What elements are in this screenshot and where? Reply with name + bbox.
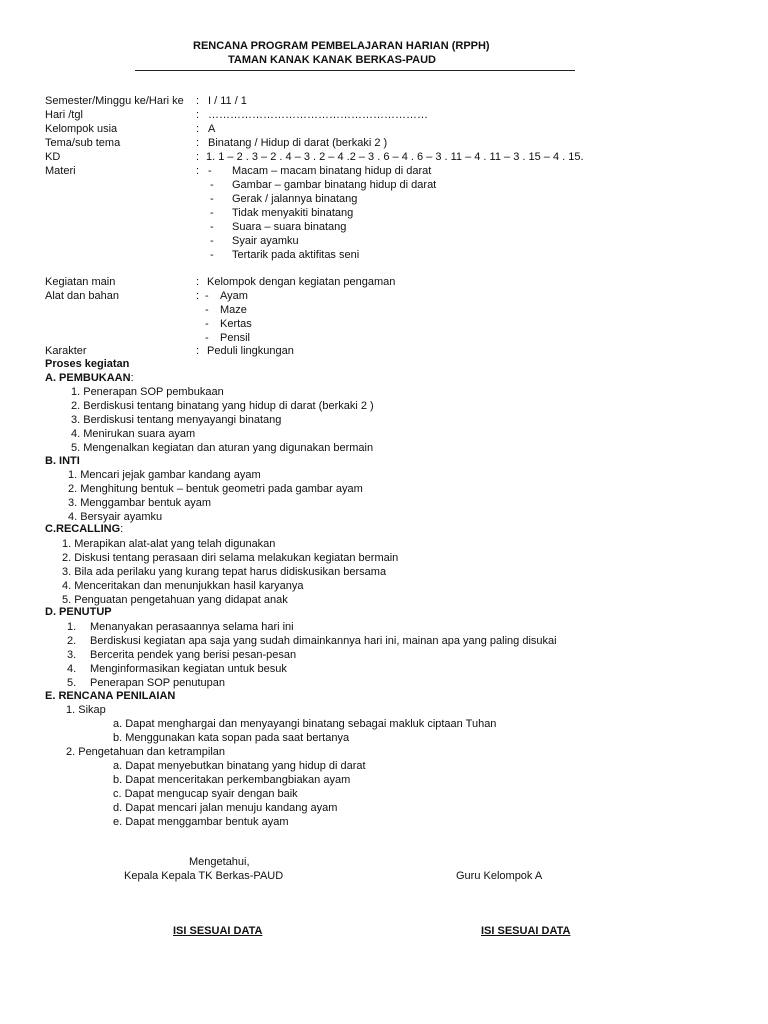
list-item: a. Dapat menyebutkan binatang yang hidup di darat [113, 760, 366, 772]
list-item: c. Dapat mengucap syair dengan baik [113, 788, 298, 800]
section-title-penilaian: E. RENCANA PENILAIAN [45, 690, 176, 702]
list-item: 2. Menghitung bentuk – bentuk geometri pada gambar ayam [68, 483, 363, 495]
list-item: 1. Penerapan SOP pembukaan [71, 386, 224, 398]
signature-kepala: Kepala Kepala TK Berkas-PAUD [124, 870, 284, 882]
info-colon: : [196, 137, 200, 149]
karakter-label: Karakter [45, 345, 87, 357]
info-colon: : [196, 95, 200, 107]
list-item: Gerak / jalannya binatang [232, 193, 358, 205]
list-item: 1. Merapikan alat-alat yang telah digunakan [62, 538, 276, 550]
list-number: 3. [67, 649, 77, 661]
info-value-kelompok: A [208, 123, 216, 135]
doc-subtitle: TAMAN KANAK KANAK BERKAS-PAUD [228, 54, 436, 66]
list-item: 4. Menceritakan dan menunjukkan hasil karyanya [62, 580, 304, 592]
list-number: 2. [67, 635, 77, 647]
list-item: Tertarik pada aktifitas seni [232, 249, 360, 261]
info-colon: : [196, 151, 200, 163]
list-number: 1. [67, 621, 77, 633]
list-item: Tidak menyakiti binatang [232, 207, 354, 219]
list-item: Bercerita pendek yang berisi pesan-pesan [90, 649, 297, 661]
list-item: 3. Menggambar bentuk ayam [68, 497, 212, 509]
materi-dash: - [210, 249, 214, 261]
list-item: Suara – suara binatang [232, 221, 347, 233]
info-colon: : [196, 276, 200, 288]
list-item: Maze [220, 304, 247, 316]
list-item: 2. Berdiskusi tentang binatang yang hidup di darat (berkaki 2 ) [71, 400, 374, 412]
doc-title: RENCANA PROGRAM PEMBELAJARAN HARIAN (RPPH) [193, 40, 490, 52]
list-item: 3. Bila ada perilaku yang kurang tepat harus didiskusikan bersama [62, 566, 387, 578]
list-item: 4. Menirukan suara ayam [71, 428, 196, 440]
alat-dash: - [205, 318, 209, 330]
materi-dash: - [210, 193, 214, 205]
alat-dash: - [205, 332, 209, 344]
signature-right-name: ISI SESUAI DATA [481, 925, 571, 937]
section-title-recalling: C.RECALLING: [45, 523, 124, 535]
proses-heading: Proses kegiatan [45, 358, 130, 370]
section-title-penutup: D. PENUTUP [45, 606, 112, 618]
alat-dash: - [205, 290, 209, 302]
kegiatan-main-value: Kelompok dengan kegiatan pengaman [207, 276, 396, 288]
info-label-kelompok: Kelompok usia [45, 123, 118, 135]
info-colon: : [196, 290, 200, 302]
materi-dash: - [210, 235, 214, 247]
list-item: b. Dapat menceritakan perkembangbiakan ayam [113, 774, 351, 786]
section-title-pembukaan: A. PEMBUKAAN: [45, 372, 134, 384]
info-colon: : [196, 109, 200, 121]
list-item: Kertas [220, 318, 252, 330]
list-item: e. Dapat menggambar bentuk ayam [113, 816, 289, 828]
materi-dash: - [208, 165, 212, 177]
info-colon: : [196, 345, 200, 357]
list-item: Syair ayamku [232, 235, 299, 247]
signature-left-name: ISI SESUAI DATA [173, 925, 263, 937]
info-value-kd: 1. 1 – 2 . 3 – 2 . 4 – 3 . 2 – 4 .2 – 3 . 6 – 4 . 6 – 3 . 11 – 4 . 11 – 3 . 15 – 4 . 15. [206, 151, 584, 163]
header-divider [135, 70, 575, 71]
kegiatan-main-label: Kegiatan main [45, 276, 116, 288]
info-label-materi: Materi [45, 165, 76, 177]
section-title-inti: B. INTI [45, 455, 80, 467]
list-item: a. Dapat menghargai dan menyayangi binatang sebagai makluk ciptaan Tuhan [113, 718, 497, 730]
penilaian-pengetahuan: 2. Pengetahuan dan ketrampilan [66, 746, 226, 758]
signature-guru: Guru Kelompok A [456, 870, 543, 882]
list-item: 5. Mengenalkan kegiatan dan aturan yang digunakan bermain [71, 442, 374, 454]
list-item: 1. Mencari jejak gambar kandang ayam [68, 469, 261, 481]
karakter-value: Peduli lingkungan [207, 345, 294, 357]
info-label-semester: Semester/Minggu ke/Hari ke [45, 95, 184, 107]
list-item: Ayam [220, 290, 248, 302]
list-item: 4. Bersyair ayamku [68, 511, 163, 523]
info-value-tema: Binatang / Hidup di darat (berkaki 2 ) [208, 137, 388, 149]
list-item: Berdiskusi kegiatan apa saja yang sudah dimainkannya hari ini, mainan apa yang paling disukai [90, 635, 557, 647]
info-colon: : [196, 165, 200, 177]
list-item: Penerapan SOP penutupan [90, 677, 225, 689]
info-value-semester: I / 11 / 1 [208, 95, 247, 107]
list-item: 3. Berdiskusi tentang menyayangi binatang [71, 414, 282, 426]
list-item: 2. Diskusi tentang perasaan diri selama melakukan kegiatan bermain [62, 552, 399, 564]
list-item: Menginformasikan kegiatan untuk besuk [90, 663, 287, 675]
info-label-tema: Tema/sub tema [45, 137, 121, 149]
info-colon: : [196, 123, 200, 135]
materi-dash: - [210, 221, 214, 233]
alat-dash: - [205, 304, 209, 316]
list-item: Gambar – gambar binatang hidup di darat [232, 179, 437, 191]
info-label-kd: KD [45, 151, 61, 163]
signature-mengetahui: Mengetahui, [189, 856, 250, 868]
list-item: Macam – macam binatang hidup di darat [232, 165, 432, 177]
penilaian-sikap: 1. Sikap [66, 704, 106, 716]
info-label-hari: Hari /tgl [45, 109, 83, 121]
materi-dash: - [210, 207, 214, 219]
list-item: b. Menggunakan kata sopan pada saat bertanya [113, 732, 350, 744]
list-number: 4. [67, 663, 77, 675]
list-number: 5. [67, 677, 77, 689]
materi-dash: - [210, 179, 214, 191]
list-item: 5. Penguatan pengetahuan yang didapat anak [62, 594, 288, 606]
list-item: d. Dapat mencari jalan menuju kandang ayam [113, 802, 338, 814]
list-item: Pensil [220, 332, 250, 344]
list-item: Menanyakan perasaannya selama hari ini [90, 621, 294, 633]
info-value-hari: …………………………………………………… [208, 109, 428, 121]
alat-label: Alat dan bahan [45, 290, 120, 302]
